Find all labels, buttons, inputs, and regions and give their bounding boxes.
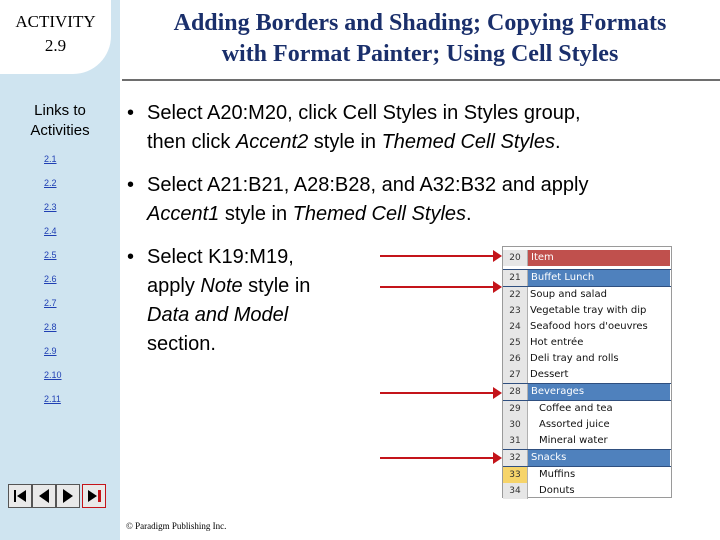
activity-badge	[0, 0, 111, 74]
instruction-bullet-3: • Select K19:M19, apply Note style in Data and Model section.	[127, 246, 311, 355]
next-slide-button[interactable]	[56, 484, 80, 508]
sheet-row-23: 23 Vegetable tray with dip	[503, 303, 671, 319]
copyright-text: © Paradigm Publishing Inc.	[126, 521, 227, 531]
spreadsheet-preview	[502, 246, 672, 498]
arrow-to-row-20	[380, 255, 498, 257]
activity-label: ACTIVITY	[15, 12, 96, 31]
arrow-to-row-32	[380, 457, 498, 459]
activity-link-2-6[interactable]: 2.6	[44, 274, 57, 284]
last-slide-icon	[83, 485, 105, 507]
sheet-row-28: 28 Beverages	[503, 383, 671, 401]
sheet-row-25: 25 Hot entrée	[503, 335, 671, 351]
previous-slide-button[interactable]	[32, 484, 56, 508]
sheet-row-20: 20 Item	[503, 250, 671, 266]
first-slide-icon	[9, 485, 31, 507]
sheet-row-34: 34 Donuts	[503, 483, 671, 499]
activity-link-2-7[interactable]: 2.7	[44, 298, 57, 308]
activity-link-2-1[interactable]: 2.1	[44, 154, 57, 164]
last-slide-button[interactable]	[82, 484, 106, 508]
sheet-row-24: 24 Seafood hors d'oeuvres	[503, 319, 671, 335]
instruction-bullet-1: • Select A20:M20, click Cell Styles in Styles group, then click Accent2 style in Themed Cell Styles.	[127, 102, 581, 153]
activity-link-2-11[interactable]: 2.11	[44, 394, 61, 404]
sheet-row-27: 27 Dessert	[503, 367, 671, 383]
activity-link-2-10[interactable]: 2.10	[44, 370, 62, 380]
sheet-row-29: 29 Coffee and tea	[503, 401, 671, 417]
page-title: Adding Borders and Shading; Copying Formats with Format Painter; Using Cell Styles	[173, 10, 667, 67]
activity-link-2-4[interactable]: 2.4	[44, 226, 57, 236]
sheet-row-30: 30 Assorted juice	[503, 417, 671, 433]
instruction-bullet-2: • Select A21:B21, A28:B28, and A32:B32 and apply Accent1 style in Themed Cell Styles.	[127, 174, 589, 225]
first-slide-button[interactable]	[8, 484, 32, 508]
sheet-row-21: 21 Buffet Lunch	[503, 269, 671, 287]
sheet-row-32: 32 Snacks	[503, 449, 671, 467]
next-slide-icon	[57, 485, 79, 507]
activity-link-2-9[interactable]: 2.9	[44, 346, 57, 356]
activity-link-2-3[interactable]: 2.3	[44, 202, 57, 212]
sheet-row-22: 22 Soup and salad	[503, 287, 671, 303]
sheet-row-26: 26 Deli tray and rolls	[503, 351, 671, 367]
arrow-to-row-21	[380, 286, 498, 288]
previous-slide-icon	[33, 485, 55, 507]
arrow-to-row-28	[380, 392, 498, 394]
activity-link-2-2[interactable]: 2.2	[44, 178, 57, 188]
activity-link-2-5[interactable]: 2.5	[44, 250, 57, 260]
activity-link-2-8[interactable]: 2.8	[44, 322, 57, 332]
links-title: Links to Activities	[30, 102, 90, 139]
sidebar	[0, 0, 120, 540]
header-divider	[122, 79, 720, 81]
sheet-row-31: 31 Mineral water	[503, 433, 671, 449]
sheet-row-33: 33 Muffins	[503, 467, 671, 483]
activity-number: 2.9	[44, 36, 67, 55]
